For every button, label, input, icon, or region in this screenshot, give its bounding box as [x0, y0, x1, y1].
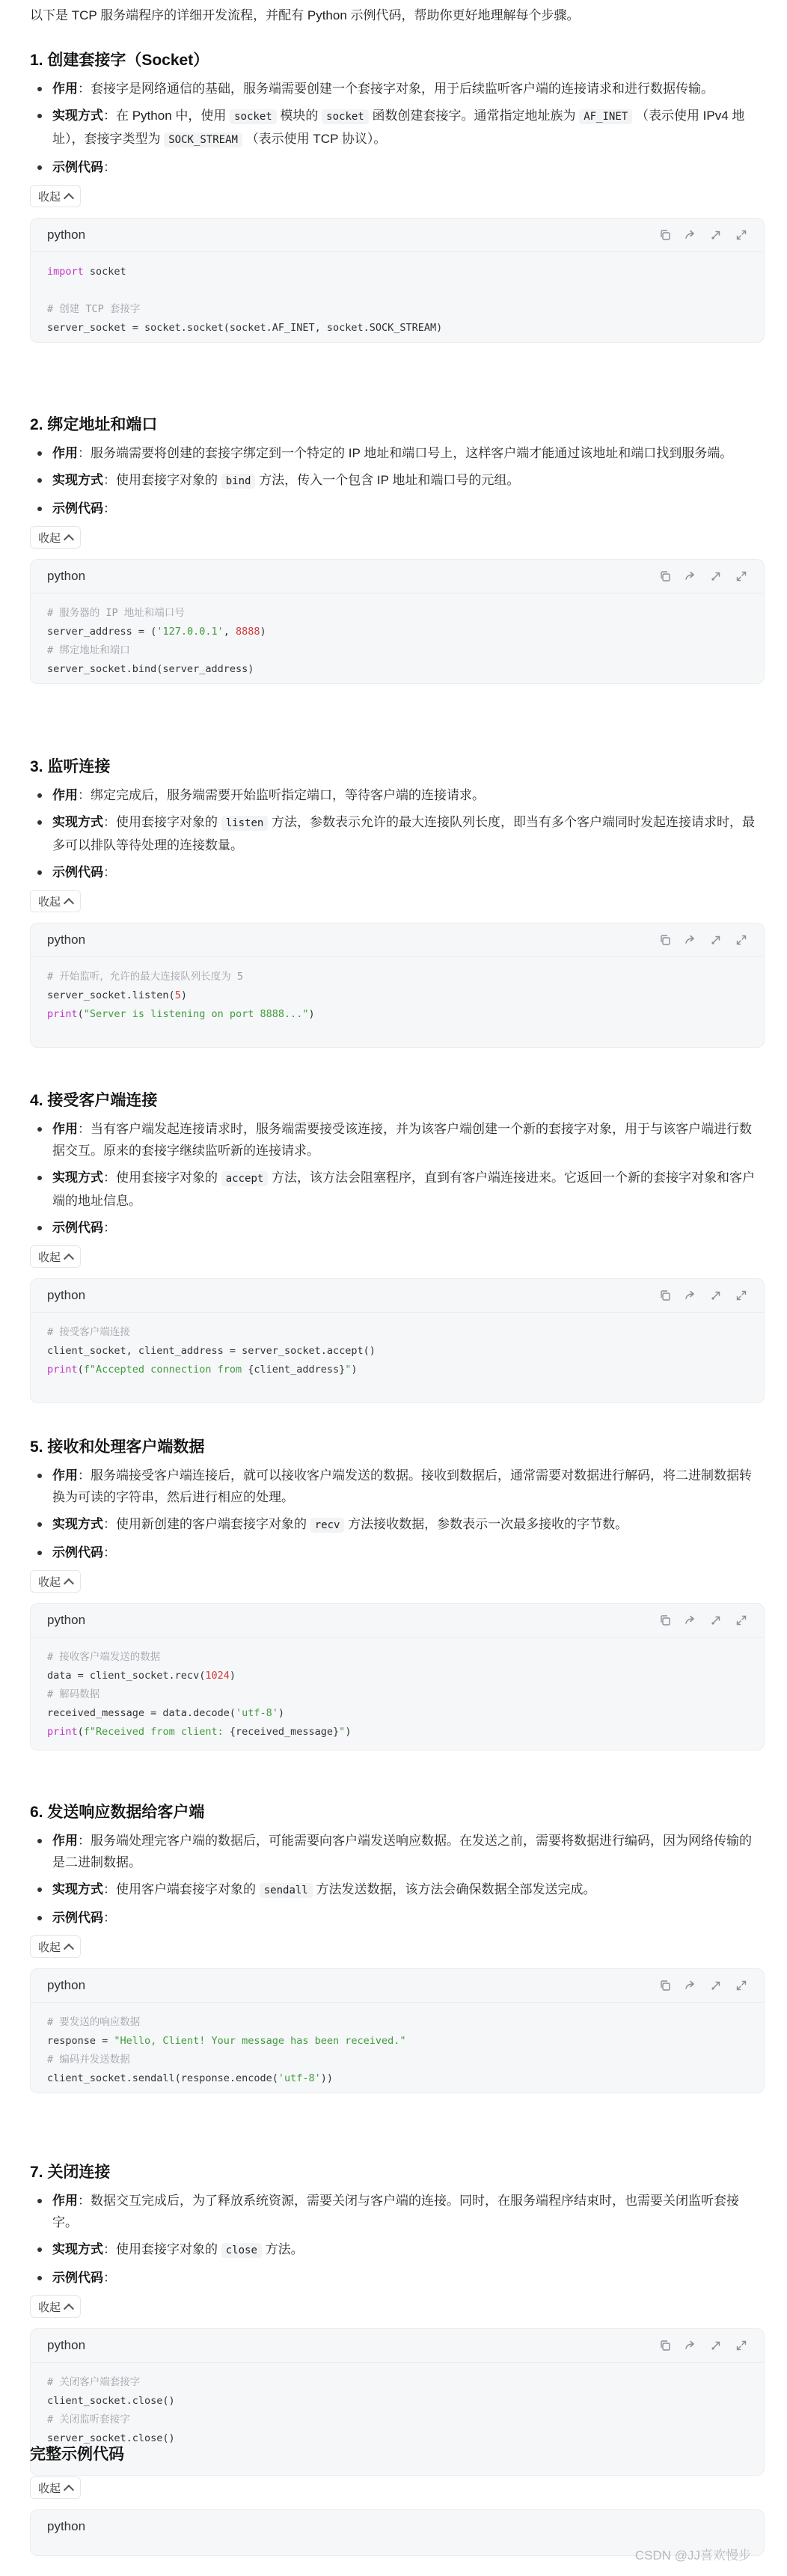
code-token: f"Accepted connection from — [83, 1364, 248, 1376]
inline-code: AF_INET — [579, 109, 632, 124]
bullet-item — [30, 2267, 763, 2289]
bullet-item — [30, 1217, 763, 1239]
final-section — [30, 2444, 763, 2556]
code-line — [47, 1670, 236, 1682]
inline-code: close — [221, 2243, 262, 2258]
section-title: 6. 发送响应数据给客户端 — [30, 1804, 205, 1821]
bullet-item — [30, 1830, 763, 1873]
copy-icon[interactable] — [659, 934, 671, 946]
code-token: # 接收客户端发送的数据 — [47, 1651, 161, 1663]
code-line — [47, 607, 185, 619]
bullet-item — [30, 78, 763, 100]
code-text — [47, 1648, 747, 1742]
bullet-text: ：使用新创建的客户端套接字对象的 recv 方法接收数据，参数表示一次最多接收的字节数。 — [103, 1517, 628, 1531]
code-toolbar — [659, 1614, 747, 1626]
copy-icon[interactable] — [659, 1289, 671, 1301]
code-token: " — [339, 1726, 346, 1738]
bullet-label: 示例代码 — [52, 501, 103, 516]
bullet-list — [30, 78, 763, 178]
code-toolbar — [659, 229, 747, 241]
code-token: '127.0.0.1' — [156, 626, 224, 638]
collapse-button[interactable] — [30, 2295, 81, 2318]
bullet-item — [30, 1118, 763, 1162]
bullet-item — [30, 1465, 763, 1508]
collapse-button[interactable] — [30, 2476, 81, 2499]
bullet-item — [30, 1167, 763, 1212]
code-token: )) — [320, 2072, 334, 2084]
bullet-label: 示例代码 — [52, 1221, 103, 1235]
bullet-label: 示例代码 — [52, 160, 103, 174]
code-language: python — [47, 1978, 86, 1992]
bullet-text: ：使用套接字对象的 bind 方法，传入一个包含 IP 地址和端口号的元组。 — [103, 473, 520, 487]
bullet-label: 示例代码 — [52, 1911, 103, 1925]
bullet-label: 示例代码 — [52, 1545, 103, 1560]
code-line — [47, 2395, 175, 2407]
bullet-item — [30, 861, 763, 883]
bullet-item — [30, 1513, 763, 1536]
section-title: 1. 创建套接字（Socket） — [30, 52, 209, 69]
run-icon[interactable] — [710, 1980, 722, 1991]
code-token: 5 — [174, 989, 181, 1001]
code-token: 1024 — [205, 1670, 230, 1682]
code-line — [47, 1651, 160, 1663]
bullet-item — [30, 2190, 763, 2233]
chevron-up-icon — [64, 1943, 74, 1953]
code-token: "Hello, Client! Your message has been received." — [114, 2035, 406, 2047]
code-token: # 服务器的 IP 地址和端口号 — [47, 607, 185, 619]
bullet-label: 作用 — [52, 1834, 78, 1848]
code-token: # 解码数据 — [47, 1688, 100, 1700]
bullet-label: 实现方式 — [52, 109, 103, 123]
code-token: f"Received from client: — [83, 1726, 230, 1738]
run-icon[interactable] — [710, 1614, 722, 1626]
bullet-text: ：服务端需要将创建的套接字绑定到一个特定的 IP 地址和端口号上，这样客户端才能通过该地址和端口找到服务端。 — [78, 446, 733, 460]
code-line — [47, 303, 140, 315]
code-token: ) — [345, 1726, 352, 1738]
code-line — [47, 1688, 99, 1700]
code-token: "Server is listening on port 8888..." — [83, 1008, 309, 1020]
expand-icon[interactable] — [735, 934, 747, 946]
code-block — [30, 1278, 765, 1403]
chevron-up-icon — [64, 2484, 74, 2494]
code-header — [31, 219, 764, 251]
bullet-text: ：服务端处理完客户端的数据后，可能需要向客户端发送响应数据。在发送之前，需要将数据进行编码，因为网络传输的是二进制数据。 — [52, 1834, 752, 1870]
code-token: import — [47, 266, 84, 278]
code-line — [47, 626, 266, 638]
code-body — [31, 956, 764, 1037]
code-token: socket — [83, 266, 126, 278]
expand-icon[interactable] — [735, 570, 747, 582]
bullet-list — [30, 2190, 763, 2289]
copy-icon[interactable] — [659, 1614, 671, 1626]
code-language: python — [47, 228, 86, 242]
code-text — [47, 1323, 747, 1379]
run-icon[interactable] — [710, 570, 722, 582]
bullet-item — [30, 1907, 763, 1929]
code-header — [31, 2510, 764, 2543]
copy-icon[interactable] — [659, 570, 671, 582]
code-token: ( — [77, 1008, 84, 1020]
bullet-label: 实现方式 — [52, 1882, 103, 1896]
chevron-up-icon — [64, 897, 74, 908]
code-token: # 关闭监听套接字 — [47, 2414, 130, 2426]
bullet-item — [30, 156, 763, 178]
code-block — [30, 218, 765, 343]
share-icon[interactable] — [685, 229, 696, 241]
code-header — [31, 560, 764, 593]
code-token: 'utf-8' — [278, 2072, 321, 2084]
copy-icon[interactable] — [659, 1980, 671, 1991]
code-token: server_socket.close() — [47, 2432, 175, 2444]
code-text — [47, 968, 747, 1024]
bullet-list — [30, 784, 763, 883]
bullet-label: 示例代码 — [52, 2271, 103, 2285]
bullet-item — [30, 498, 763, 519]
code-line — [47, 2072, 333, 2084]
bullet-item — [30, 784, 763, 806]
bullet-list — [30, 1830, 763, 1929]
bullet-list — [30, 442, 763, 519]
collapse-label: 收起 — [38, 190, 61, 204]
code-token: ( — [77, 1364, 84, 1376]
bullet-list — [30, 1118, 763, 1239]
code-token: server_address = ( — [47, 626, 157, 638]
code-line — [47, 1707, 284, 1719]
code-header — [31, 924, 764, 956]
code-line — [47, 1345, 376, 1357]
run-icon[interactable] — [710, 934, 722, 946]
inline-code: recv — [310, 1518, 345, 1533]
code-token: # 创建 TCP 套接字 — [47, 303, 141, 315]
code-line — [47, 322, 442, 334]
code-line — [47, 971, 243, 983]
collapse-button[interactable] — [30, 185, 81, 207]
bullet-item — [30, 105, 763, 151]
run-icon[interactable] — [710, 1289, 722, 1301]
code-line — [47, 2016, 140, 2028]
code-block — [30, 1968, 765, 2093]
expand-icon[interactable] — [735, 1289, 747, 1301]
code-token: ( — [77, 1726, 84, 1738]
bullet-label: 实现方式 — [52, 815, 103, 829]
code-language: python — [47, 933, 86, 947]
code-token: ) — [260, 626, 266, 638]
code-token: ) — [229, 1670, 236, 1682]
code-header — [31, 1604, 764, 1637]
code-toolbar — [659, 1980, 747, 1991]
bullet-label: 实现方式 — [52, 473, 103, 487]
code-token: {received_message} — [229, 1726, 340, 1738]
code-line — [47, 2035, 406, 2047]
collapse-button[interactable] — [30, 1245, 81, 1268]
share-icon[interactable] — [685, 1289, 696, 1301]
code-token: # 编码并发送数据 — [47, 2054, 130, 2066]
code-line — [47, 644, 130, 656]
bullet-item — [30, 442, 763, 464]
code-line — [47, 2054, 130, 2066]
chevron-up-icon — [64, 534, 74, 544]
bullet-text: ： — [103, 501, 116, 516]
inline-code: bind — [221, 474, 256, 489]
bullet-item — [30, 2238, 763, 2262]
bullet-text: ：使用套接字对象的 close 方法。 — [103, 2242, 304, 2256]
collapse-button[interactable] — [30, 1935, 81, 1958]
inline-code: socket — [322, 109, 369, 124]
intro-text: 以下是 TCP 服务端程序的详细开发流程，并配有 Python 示例代码，帮助你更好地理解每个步骤。 — [30, 8, 580, 22]
bullet-label: 作用 — [52, 2194, 78, 2208]
bullet-text: ：使用套接字对象的 listen 方法，参数表示允许的最大连接队列长度，即当有多个客户端同时发起连接请求时，最多可以排队等待处理的连接数量。 — [52, 815, 756, 852]
code-token: print — [47, 1726, 78, 1738]
collapse-label: 收起 — [38, 1575, 61, 1589]
code-body — [31, 593, 764, 684]
bullet-label: 作用 — [52, 1468, 78, 1483]
code-token: client_socket.sendall(response.encode( — [47, 2072, 278, 2084]
code-token: response = — [47, 2035, 114, 2047]
code-line — [47, 1326, 130, 1338]
code-header — [31, 1279, 764, 1312]
inline-code: SOCK_STREAM — [164, 132, 242, 147]
code-token: data = client_socket.recv( — [47, 1670, 206, 1682]
code-line — [47, 663, 254, 675]
bullet-label: 作用 — [52, 1122, 78, 1136]
code-token: , — [223, 626, 236, 638]
section-1 — [30, 49, 763, 343]
expand-icon[interactable] — [735, 1614, 747, 1626]
code-text — [47, 2373, 747, 2448]
code-body — [31, 1312, 764, 1393]
bullet-text: ：在 Python 中，使用 socket 模块的 socket 函数创建套接字。通常指定地址族为 AF_INET （表示使用 IPv4 地址），套接字类型为 SOCK_STREAM （表示使用 TCP 协议）。 — [52, 109, 745, 146]
copy-icon[interactable] — [659, 229, 671, 241]
share-icon[interactable] — [685, 570, 696, 582]
share-icon[interactable] — [685, 2340, 696, 2351]
section-title: 7. 关闭连接 — [30, 2164, 111, 2181]
code-body — [31, 2002, 764, 2093]
code-toolbar — [659, 2340, 747, 2351]
code-line — [47, 989, 187, 1001]
code-text — [47, 2013, 747, 2088]
collapse-button[interactable] — [30, 526, 81, 549]
section-4 — [30, 1090, 763, 1403]
code-line — [47, 1364, 358, 1376]
code-language: python — [47, 1613, 86, 1627]
code-token: ) — [278, 1707, 285, 1719]
code-token: server_socket.bind(server_address) — [47, 663, 254, 675]
chevron-up-icon — [64, 2303, 74, 2313]
bullet-text: ： — [103, 160, 116, 174]
code-token: print — [47, 1364, 78, 1376]
code-block — [30, 559, 765, 684]
code-toolbar — [659, 1289, 747, 1301]
inline-code: accept — [221, 1171, 269, 1186]
section-2 — [30, 414, 763, 684]
bullet-item — [30, 811, 763, 856]
bullet-text: ：绑定完成后，服务端需要开始监听指定端口，等待客户端的连接请求。 — [78, 788, 485, 802]
code-language: python — [47, 1288, 86, 1302]
bullet-label: 作用 — [52, 788, 78, 802]
collapse-label: 收起 — [38, 1941, 61, 1954]
inline-code: listen — [221, 816, 269, 831]
code-token: server_socket = socket.socket(socket.AF_INET, socket.SOCK_STREAM) — [47, 322, 443, 334]
section-3 — [30, 756, 763, 1048]
final-title: 完整示例代码 — [30, 2446, 124, 2463]
collapse-button[interactable] — [30, 1570, 81, 1593]
section-6 — [30, 1801, 763, 2093]
chevron-up-icon — [64, 1578, 74, 1588]
bullet-label: 实现方式 — [52, 2242, 103, 2256]
share-icon[interactable] — [685, 1614, 696, 1626]
code-token: received_message = data.decode( — [47, 1707, 236, 1719]
bullet-text: ：数据交互完成后，为了释放系统资源，需要关闭与客户端的连接。同时，在服务端程序结束时，也需要关闭监听套接字。 — [52, 2194, 739, 2229]
code-line — [47, 2432, 175, 2444]
section-5 — [30, 1436, 763, 1751]
run-icon[interactable] — [710, 2340, 722, 2351]
chevron-up-icon — [64, 192, 74, 203]
bullet-text: ： — [103, 2271, 116, 2285]
section-title: 4. 接受客户端连接 — [30, 1092, 158, 1109]
bullet-item — [30, 1542, 763, 1563]
code-text — [47, 604, 747, 679]
run-icon[interactable] — [710, 229, 722, 241]
bullet-text: ： — [103, 1221, 116, 1235]
collapse-label: 收起 — [38, 2301, 61, 2314]
bullet-item — [30, 1878, 763, 1902]
code-language: python — [47, 569, 86, 583]
code-block — [30, 1603, 765, 1751]
code-line — [47, 1726, 351, 1738]
code-token: ) — [351, 1364, 358, 1376]
bullet-text: ：服务端接受客户端连接后，就可以接收客户端发送的数据。接收到数据后，通常需要对数据进行解码，将二进制数据转换为可读的字符串，然后进行相应的处理。 — [52, 1468, 752, 1504]
collapse-label: 收起 — [38, 1251, 61, 1264]
code-toolbar — [659, 934, 747, 946]
expand-icon[interactable] — [735, 2340, 747, 2351]
chevron-up-icon — [64, 1253, 74, 1263]
code-toolbar — [659, 570, 747, 582]
code-token: # 绑定地址和端口 — [47, 644, 130, 656]
code-body — [31, 251, 764, 343]
code-line — [47, 266, 126, 278]
section-7 — [30, 2161, 763, 2476]
bullet-text: ：套接字是网络通信的基础，服务端需要创建一个套接字对象，用于后续监听客户端的连接请求和进行数据传输。 — [78, 82, 714, 96]
bullet-label: 作用 — [52, 82, 78, 96]
code-token: # 要发送的响应数据 — [47, 2016, 141, 2028]
bullet-label: 示例代码 — [52, 865, 103, 879]
bullet-list — [30, 1465, 763, 1563]
code-token: " — [345, 1364, 352, 1376]
expand-icon[interactable] — [735, 1980, 747, 1991]
code-line — [47, 2414, 130, 2426]
code-header — [31, 2329, 764, 2362]
collapse-button[interactable] — [30, 890, 81, 912]
inline-code: socket — [230, 109, 277, 124]
code-header — [31, 1969, 764, 2002]
code-token: server_socket.listen( — [47, 989, 175, 1001]
code-body — [31, 1637, 764, 1751]
code-token: # 开始监听，允许的最大连接队列长度为 5 — [47, 971, 244, 983]
bullet-text: ：当有客户端发起连接请求时，服务端需要接受该连接，并为该客户端创建一个新的套接字对象，用于与该客户端进行数据交互。原来的套接字继续监听新的连接请求。 — [52, 1122, 752, 1158]
section-title: 2. 绑定地址和端口 — [30, 416, 158, 433]
section-title: 5. 接收和处理客户端数据 — [30, 1438, 205, 1456]
share-icon[interactable] — [685, 934, 696, 946]
code-token: client_socket.close() — [47, 2395, 175, 2407]
bullet-text: ：使用客户端套接字对象的 sendall 方法发送数据，该方法会确保数据全部发送完成。 — [103, 1882, 596, 1896]
code-token: ) — [180, 989, 187, 1001]
code-token: 'utf-8' — [235, 1707, 278, 1719]
copy-icon[interactable] — [659, 2340, 671, 2351]
code-text — [47, 263, 747, 338]
bullet-text: ： — [103, 1911, 116, 1925]
bullet-text: ： — [103, 865, 116, 879]
inline-code: sendall — [260, 1883, 313, 1898]
code-token: client_socket, client_address = server_socket.accept() — [47, 1345, 376, 1357]
code-token: print — [47, 1008, 78, 1020]
code-line — [47, 2376, 140, 2388]
code-token: # 接受客户端连接 — [47, 1326, 130, 1338]
collapse-label: 收起 — [38, 895, 61, 909]
code-language: python — [47, 2338, 86, 2352]
expand-icon[interactable] — [735, 229, 747, 241]
share-icon[interactable] — [685, 1980, 696, 1991]
code-block — [30, 923, 765, 1048]
watermark: CSDN @JJ喜欢慢步 — [634, 2548, 751, 2563]
section-title: 3. 监听连接 — [30, 758, 111, 775]
bullet-text: ：使用套接字对象的 accept 方法，该方法会阻塞程序，直到有客户端连接进来。它返回一个新的套接字对象和客户端的地址信息。 — [52, 1171, 756, 1208]
code-token: # 关闭客户端套接字 — [47, 2376, 141, 2388]
bullet-label: 作用 — [52, 446, 78, 460]
code-line — [47, 1008, 315, 1020]
code-language: python — [47, 2519, 86, 2533]
bullet-label: 实现方式 — [52, 1517, 103, 1531]
collapse-label: 收起 — [38, 531, 61, 545]
code-token: {client_address} — [248, 1364, 346, 1376]
bullet-item — [30, 469, 763, 492]
code-token: 8888 — [235, 626, 260, 638]
bullet-text: ： — [103, 1545, 116, 1560]
collapse-label: 收起 — [38, 2482, 61, 2495]
code-token: ) — [308, 1008, 315, 1020]
bullet-label: 实现方式 — [52, 1171, 103, 1185]
